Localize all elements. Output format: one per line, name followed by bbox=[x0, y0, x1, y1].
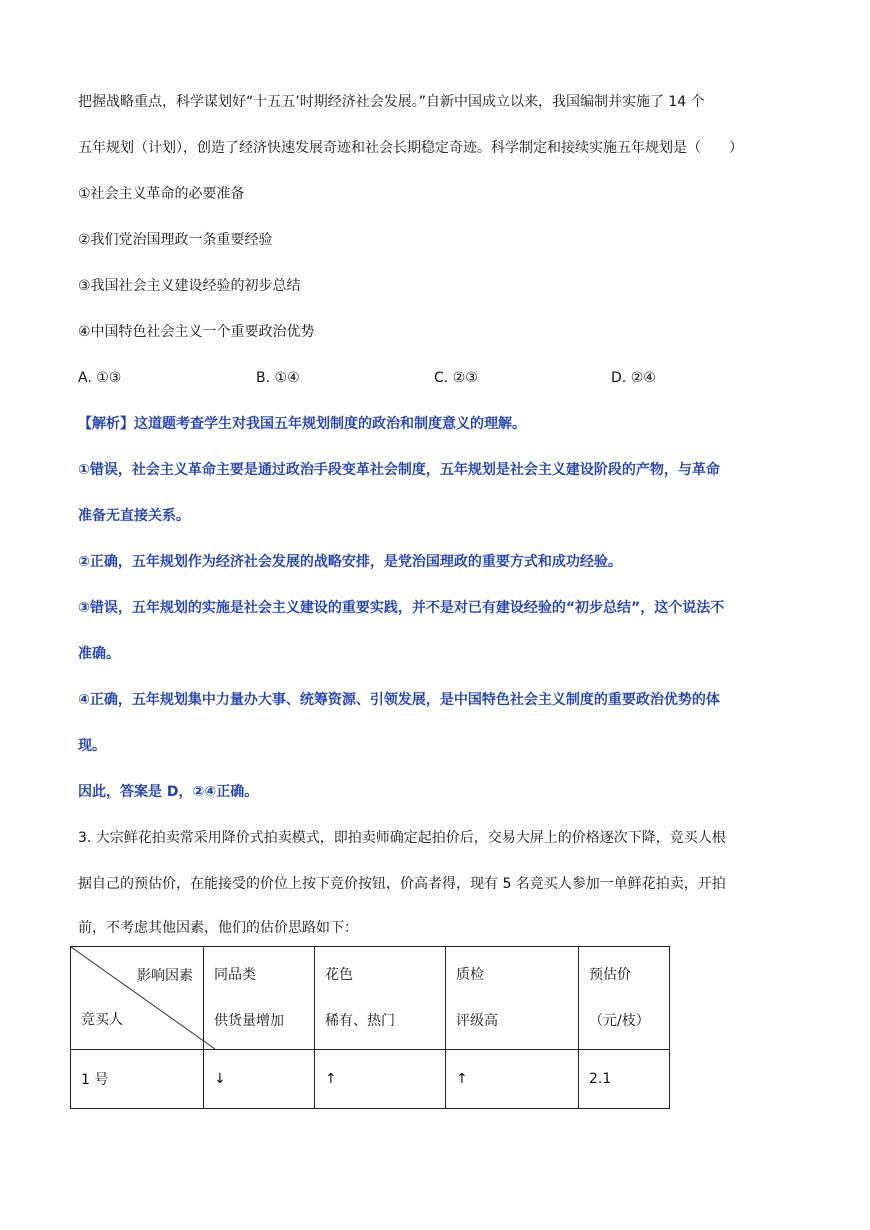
valuation-table bbox=[70, 946, 670, 1109]
analysis-paragraph: ③错误，五年规划的实施是社会主义建设的重要实践，并不是对已有建设经验的“初步总结”，这个说法不 bbox=[78, 600, 725, 616]
header-line: 评级高 bbox=[456, 1013, 498, 1029]
price-cell: 2.1 bbox=[579, 1050, 670, 1109]
analysis-intro bbox=[78, 414, 526, 434]
diagonal-line bbox=[71, 947, 215, 1049]
header-line: 质检 bbox=[456, 967, 484, 983]
quality-cell: ↑ bbox=[446, 1050, 579, 1109]
q3-line: 据自己的预估价，在能接受的价位上按下竞价按钮，价高者得，现有 5 名竞买人参加一单鲜花拍卖，开拍 bbox=[78, 876, 726, 892]
option-label: A. bbox=[78, 370, 92, 386]
q3-line: 前，不考虑其他因素，他们的估价思路如下： bbox=[78, 920, 358, 936]
header-line: 供货量增加 bbox=[214, 1013, 284, 1029]
header-supply bbox=[204, 947, 315, 1050]
option-value: ②③ bbox=[452, 370, 478, 386]
analysis-intro-text: 这道题考查学生对我国五年规划制度的政治和制度意义的理解。 bbox=[134, 416, 526, 432]
header-line: 预估价 bbox=[589, 967, 631, 983]
statement-item: ④中国特色社会主义一个重要政治优势 bbox=[78, 324, 315, 340]
option-a bbox=[78, 368, 121, 388]
analysis-paragraph: ②正确，五年规划作为经济社会发展的战略安排，是党治国理政的重要方式和成功经验。 bbox=[78, 554, 622, 570]
header-color bbox=[315, 947, 446, 1050]
analysis-paragraph: 现。 bbox=[78, 738, 106, 754]
buyer-header: 竞买人 bbox=[81, 1012, 123, 1028]
header-line: 花色 bbox=[325, 967, 353, 983]
option-c bbox=[434, 368, 478, 388]
analysis-tag: 【解析】 bbox=[78, 416, 134, 432]
table-row bbox=[71, 1050, 670, 1109]
supply-cell: ↓ bbox=[204, 1050, 315, 1109]
analysis-paragraph: 准确。 bbox=[78, 646, 120, 662]
statement-item: ①社会主义革命的必要准备 bbox=[78, 186, 245, 202]
analysis-conclusion: 因此，答案是 D，②④正确。 bbox=[78, 784, 259, 800]
analysis-paragraph: 准备无直接关系。 bbox=[78, 508, 190, 524]
header-line: （元/枝） bbox=[589, 1013, 650, 1029]
header-line: 同品类 bbox=[214, 967, 256, 983]
option-label: C. bbox=[434, 370, 449, 386]
analysis-paragraph: ①错误，社会主义革命主要是通过政治手段变革社会制度，五年规划是社会主义建设阶段的产物，与革命 bbox=[78, 462, 720, 478]
analysis-paragraph: ④正确，五年规划集中力量办大事、统筹资源、引领发展，是中国特色社会主义制度的重要政治优势的体 bbox=[78, 692, 720, 708]
statement-item: ③我国社会主义建设经验的初步总结 bbox=[78, 278, 301, 294]
option-label: D. bbox=[611, 370, 627, 386]
stem-line-1: 把握战略重点，科学谋划好“十五五’时期经济社会发展。”自新中国成立以来，我国编制并实施了 14 个 bbox=[78, 94, 705, 110]
color-cell: ↑ bbox=[315, 1050, 446, 1109]
header-price bbox=[579, 947, 670, 1050]
option-d bbox=[611, 368, 656, 388]
header-quality bbox=[446, 947, 579, 1050]
option-value: ②④ bbox=[630, 370, 656, 386]
q3-line: 3. 大宗鲜花拍卖常采用降价式拍卖模式，即拍卖师确定起拍价后，交易大屏上的价格逐次下降，竞买人根 bbox=[78, 830, 726, 846]
factor-header: 影响因素 bbox=[137, 968, 193, 984]
table-header-row bbox=[71, 947, 670, 1050]
option-value: ①③ bbox=[96, 370, 122, 386]
option-b bbox=[256, 368, 300, 388]
diagonal-header-cell bbox=[71, 947, 204, 1050]
stem-line-2: 五年规划（计划），创造了经济快速发展奇迹和社会长期稳定奇迹。科学制定和接续实施五年规划是（ ） bbox=[78, 140, 743, 156]
option-label: B. bbox=[256, 370, 271, 386]
option-value: ①④ bbox=[274, 370, 300, 386]
header-line: 稀有、热门 bbox=[325, 1013, 395, 1029]
buyer-cell: 1 号 bbox=[71, 1050, 204, 1109]
statement-item: ②我们党治国理政一条重要经验 bbox=[78, 232, 273, 248]
